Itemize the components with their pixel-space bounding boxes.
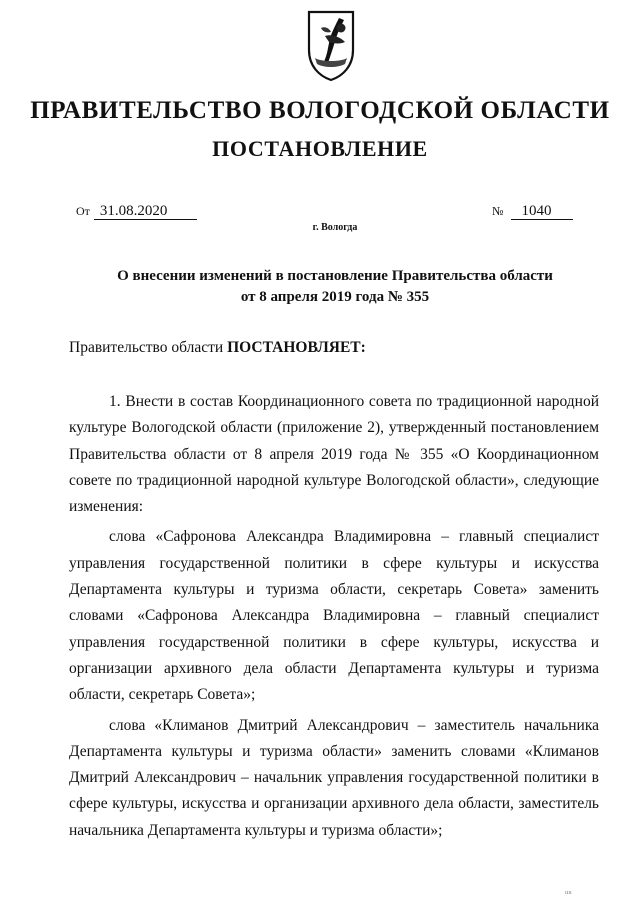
heading-line-2: от 8 апреля 2019 года № 355 xyxy=(240,289,430,305)
heading-line-1: О внесении изменений в постановление Правительства области xyxy=(117,268,553,284)
preamble-emphasis: ПОСТАНОВЛЯЕТ: xyxy=(227,339,366,356)
date-prefix: От xyxy=(76,204,90,218)
document-type: ПОСТАНОВЛЕНИЕ xyxy=(212,136,428,161)
preamble-text: Правительство области xyxy=(69,339,228,356)
number-field xyxy=(492,203,573,220)
date-field xyxy=(76,203,197,220)
number-prefix: № xyxy=(492,204,504,218)
coat-of-arms-emblem xyxy=(301,6,361,82)
government-title: ПРАВИТЕЛЬСТВО ВОЛОГОДСКОЙ ОБЛАСТИ xyxy=(30,97,610,124)
city-label: г. Вологда xyxy=(312,222,358,233)
paragraph-3: слова «Климанов Дмитрий Александрович – заместитель начальника Департамента культуры и туризма области» заменить словами «Климанов Дмитрий Александрович – начальник управления государственной политики в сфере культуры, искусства и организации архивного дела области, заместитель начальника Департамента культуры и туризма области»; xyxy=(69,716,599,839)
document-body xyxy=(69,389,599,844)
paragraph-1: 1. Внести в состав Координационного совета по традиционной народной культуре Вологодской области (приложение 2), утвержденный постановлением Правительства области от 8 апреля 2019 года № 355 «О Координационном совете по традиционной народной культуре Вологодской области», следующие изменения: xyxy=(69,393,599,516)
document-heading xyxy=(95,266,575,308)
number-value: 1040 xyxy=(511,203,573,220)
paragraph-2: слова «Сафронова Александра Владимировна – главный специалист управления государственной политики в сфере культуры и искусства Департамента культуры и туризма области, секретарь Совета» заменить словами «Сафронова Александра Владимировна – главный специалист управления государственной политики в сфере культуры, искусства и организации архивного дела области Департамента культуры и туризма области, секретарь Совета»; xyxy=(69,528,599,704)
page-footer-mark: ıııı xyxy=(565,890,572,896)
preamble xyxy=(69,339,366,357)
date-value: 31.08.2020 xyxy=(94,203,198,220)
